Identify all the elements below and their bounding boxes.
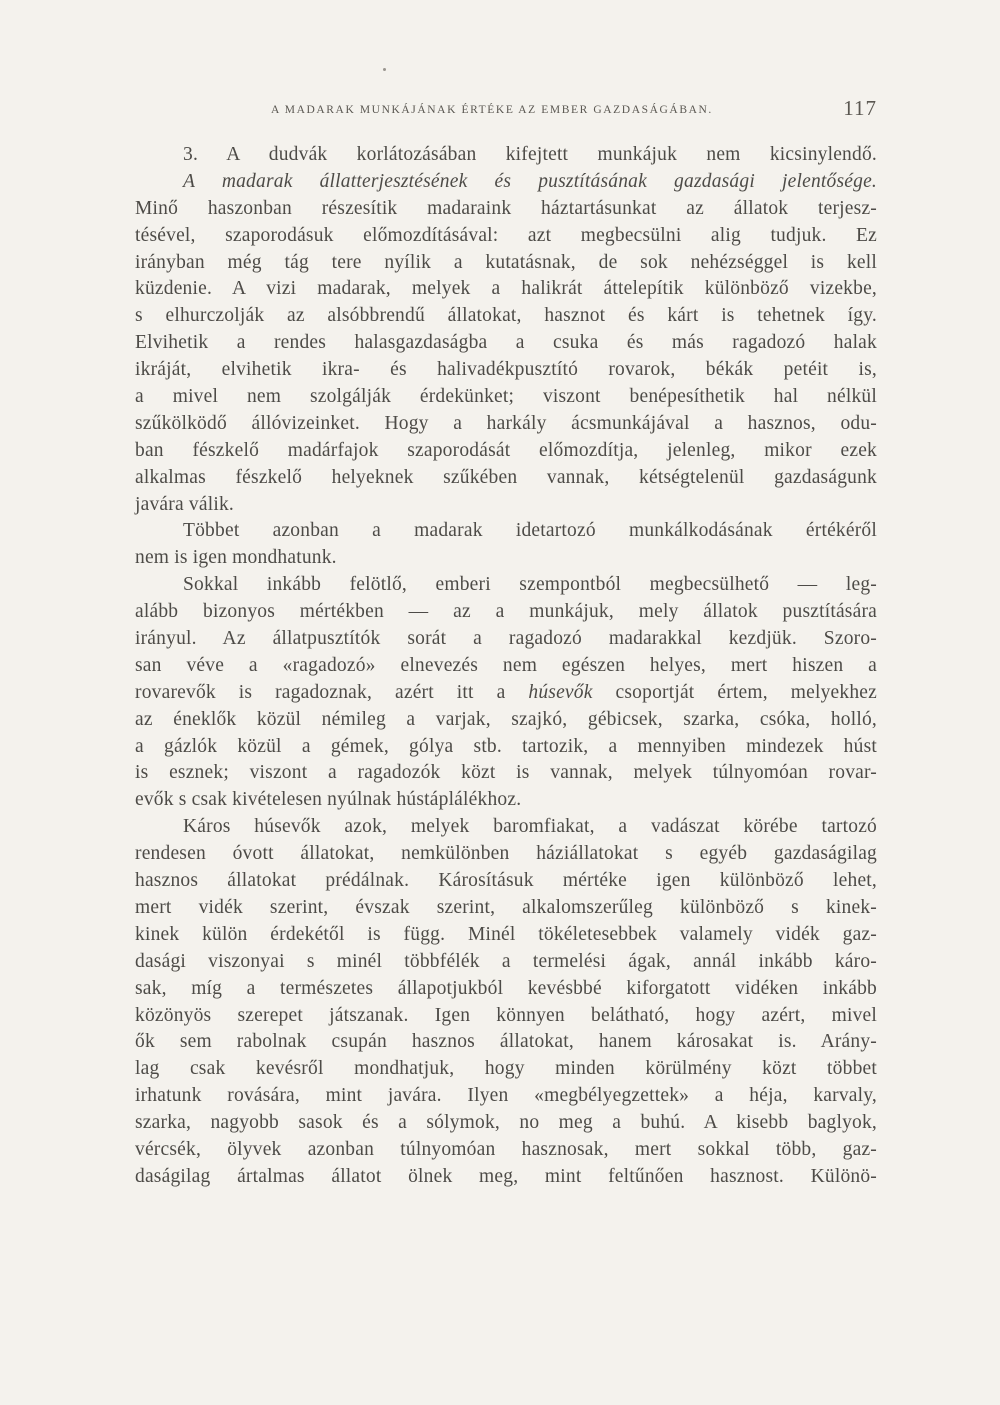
text-line: Elvihetik a rendes halasgazdaságba a csuka és más ragadozó halak [135, 332, 877, 354]
text-line: Káros húsevők azok, melyek baromfiakat, a vadászat körébe tartozó [183, 816, 877, 838]
text-line: irányul. Az állatpusztítók sorát a ragadozó madarakkal kezdjük. Szoro- [135, 628, 877, 650]
text-line: vércsék, ölyvek azonban túlnyomóan hasznosak, mert sokkal több, gaz- [135, 1138, 877, 1160]
section-title-line: A madarak állatterjesztésének és pusztításának gazdasági jelentősége. [183, 170, 877, 192]
text-line: nem is igen mondhatunk. [135, 547, 337, 569]
body-text [135, 142, 877, 1191]
page-number: 117 [843, 96, 877, 120]
text-line: s elhurczolják az alsóbbrendű állatokat, hasznot és kárt is tehetnek így. [135, 305, 877, 327]
text-line: Sokkal inkább felötlő, emberi szempontból megbecsülhető — leg- [183, 574, 877, 596]
text-line: küzdenie. A vizi madarak, melyek a halikrát áttelepítik különböző vizekbe, [135, 278, 877, 300]
text-line: tésével, szaporodásuk előmozdításával: azt megbecsülni alig tudjuk. Ez [135, 224, 877, 246]
text-line: kinek külön érdekétől is függ. Minél tökéletesebbek valamely vidék gaz- [135, 923, 877, 945]
text-line: szarka, nagyobb sasok és a sólymok, no meg a buhú. A kisebb baglyok, [135, 1112, 877, 1134]
text-line: közönyös szerepet játszanak. Igen könnyen belátható, hogy azért, mivel [135, 1004, 877, 1026]
text-line: irhatunk rovására, mint javára. Ilyen «megbélyegzettek» a héja, karvaly, [135, 1085, 877, 1107]
text-line: lag csak kevésről mondhatjuk, hogy minden körülmény közt többet [135, 1058, 877, 1080]
text-line: evők s csak kivételesen nyúlnak hústáplálékhoz. [135, 789, 522, 811]
text-line: daságilag ártalmas állatot ölnek meg, mint feltűnően hasznost. Különö- [135, 1165, 877, 1187]
text-line: sak, míg a természetes állapotjukból kevésbbé kiforgatott vidéken inkább [135, 977, 877, 999]
text-line: is esznek; viszont a ragadozók közt is vannak, melyek túlnyomóan rovar- [135, 762, 877, 784]
text-line: mert vidék szerint, évszak szerint, alkalomszerűleg különböző s kinek- [135, 896, 877, 918]
text-line: alább bizonyos mértékben — az a munkájuk, mely állatok pusztítására [135, 601, 877, 623]
text-line: alkalmas fészkelő helyeknek szűkében vannak, kétségtelenül gazdaságunk [135, 466, 877, 488]
text-line: 3. A dudvák korlátozásában kifejtett munkájuk nem kicsinylendő. [183, 144, 877, 165]
text-line: ikráját, elvihetik ikra- és halivadékpusztító rovarok, békák petéit is, [135, 359, 877, 381]
text-line: rendesen óvott állatokat, nemkülönben háziállatokat s egyéb gazdaságilag [135, 843, 877, 865]
text-line: Minő haszonban részesítik madaraink háztartásunkat az állatok terjesz- [135, 197, 877, 219]
page-speck [383, 68, 386, 71]
running-head: A MADARAK MUNKÁJÁNAK ÉRTÉKE AZ EMBER GAZDASÁGÁBAN. [271, 104, 713, 116]
text-line-with-italic [135, 680, 877, 707]
text-line: san véve a «ragadozó» elnevezés nem egészen helyes, mert hiszen a [135, 654, 877, 676]
text-line-segment: rovarevők is ragadoznak, azért itt a [135, 681, 529, 703]
text-line-segment: csoportját értem, melyekhez [592, 681, 878, 703]
text-line: javára válik. [135, 493, 234, 515]
text-line: hasznos állatokat prédálnak. Károsításuk mértéke igen különböző lehet, [135, 870, 877, 892]
page-header [0, 96, 877, 126]
text-line: ban fészkelő madárfajok szaporodását előmozdítja, jelenleg, mikor ezek [135, 439, 877, 461]
text-line: a gázlók közül a gémek, gólya stb. tartozik, a mennyiben mindezek húst [135, 735, 877, 757]
text-line: irányban még tág tere nyílik a kutatásnak, de sok nehézséggel is kell [135, 251, 877, 273]
text-line: a mivel nem szolgálják érdekünket; viszont benépesíthetik hal nélkül [135, 386, 877, 408]
italic-term: húsevők [528, 681, 593, 703]
text-line: ők sem rabolnak csupán hasznos állatokat, hanem károsakat is. Arány- [135, 1031, 877, 1053]
text-line: szűkölködő állóvizeinket. Hogy a harkály ácsmunkájával a hasznos, odu- [135, 412, 877, 434]
text-line: az éneklők közül némileg a varjak, szajkó, gébicsek, szarka, csóka, holló, [135, 708, 877, 730]
text-line: Többet azonban a madarak idetartozó munkálkodásának értékéről [183, 520, 877, 542]
text-line: dasági viszonyai s minél többfélék a termelési ágak, annál inkább káro- [135, 950, 877, 972]
